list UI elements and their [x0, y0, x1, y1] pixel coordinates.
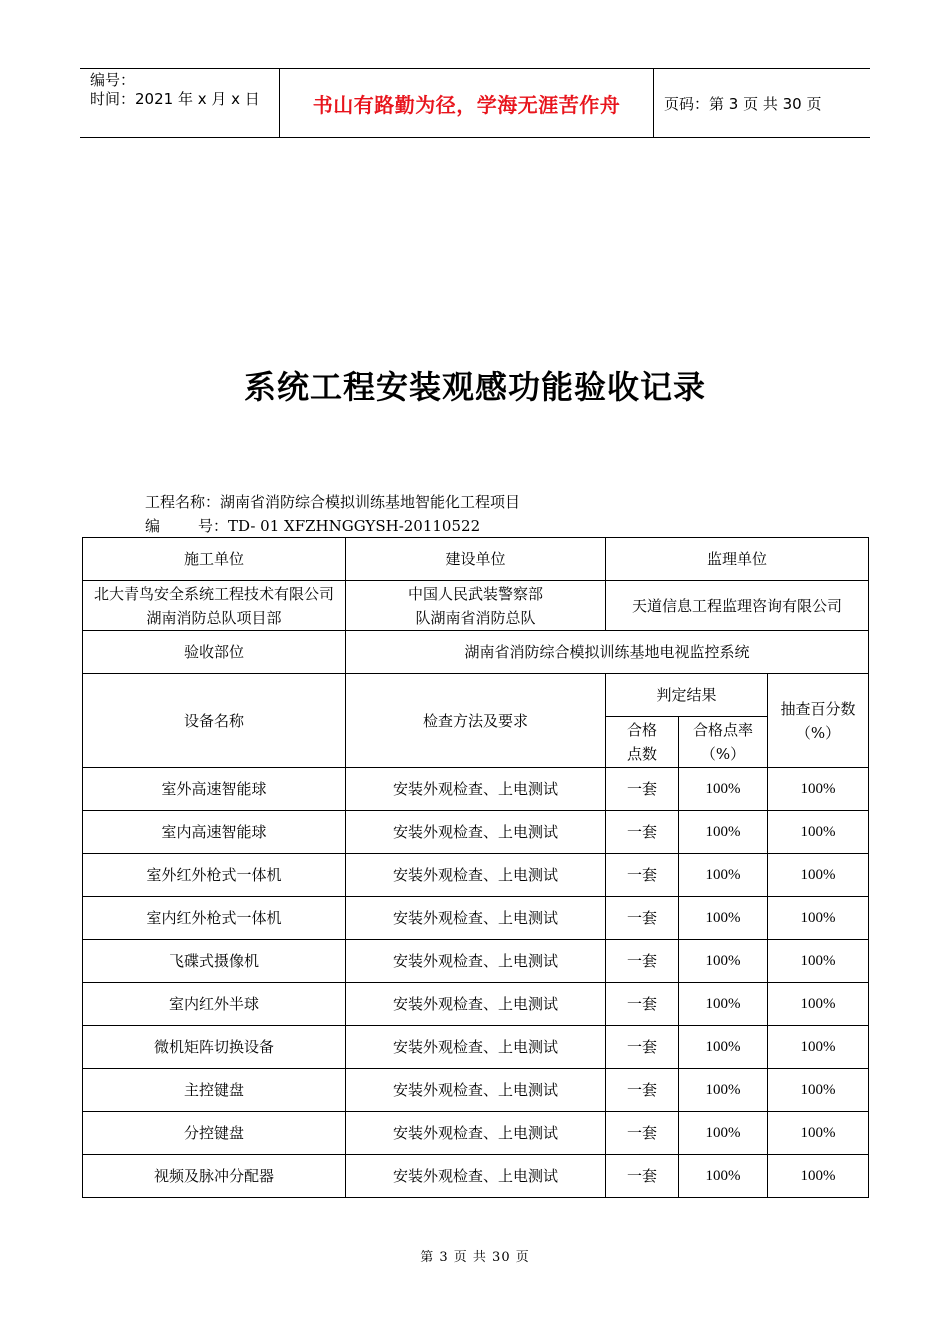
pass-rate-cell: 100%	[679, 983, 768, 1026]
check-method-header: 检查方法及要求	[346, 674, 606, 768]
check-method-cell: 安装外观检查、上电测试	[346, 811, 606, 854]
pass-rate-cell: 100%	[679, 1069, 768, 1112]
sample-percent-cell: 100%	[768, 768, 869, 811]
pass-points-cell: 一套	[606, 983, 679, 1026]
table-row	[83, 1069, 869, 1112]
sample-percent-cell: 100%	[768, 897, 869, 940]
pass-rate-cell: 100%	[679, 768, 768, 811]
units-header-row	[83, 538, 869, 581]
header-number-label: 编号：	[90, 71, 136, 89]
sample-percent-cell: 100%	[768, 1112, 869, 1155]
supervision-unit-header: 监理单位	[606, 538, 869, 581]
pass-rate-cell: 100%	[679, 854, 768, 897]
check-method-cell: 安装外观检查、上电测试	[346, 1069, 606, 1112]
check-method-cell: 安装外观检查、上电测试	[346, 1155, 606, 1198]
device-name-header: 设备名称	[83, 674, 346, 768]
pass-rate-cell: 100%	[679, 940, 768, 983]
header-time-label: 时间：2021 年 x 月 x 日	[90, 90, 260, 108]
table-row	[83, 854, 869, 897]
supervision-unit-value: 天道信息工程监理咨询有限公司	[606, 581, 869, 631]
acceptance-part-label: 验收部位	[83, 631, 346, 674]
construction-unit-header: 施工单位	[83, 538, 346, 581]
project-name-line: 工程名称：湖南省消防综合模拟训练基地智能化工程项目	[145, 493, 521, 511]
sample-percent-cell: 100%	[768, 811, 869, 854]
project-code-line	[145, 515, 480, 536]
table-row	[83, 1026, 869, 1069]
pass-points-cell: 一套	[606, 1069, 679, 1112]
units-value-row	[83, 581, 869, 631]
header-motto-cell	[280, 69, 654, 137]
header-page-info: 页码：第 3 页 共 30 页	[664, 94, 822, 113]
page-footer: 第 3 页 共 30 页	[420, 1250, 530, 1265]
document-title: 系统工程安装观感功能验收记录	[243, 368, 706, 406]
sample-percent-cell: 100%	[768, 940, 869, 983]
check-method-cell: 安装外观检查、上电测试	[346, 983, 606, 1026]
table-row	[83, 811, 869, 854]
device-name-cell: 室内红外枪式一体机	[83, 897, 346, 940]
project-code-label-a: 编	[145, 517, 161, 535]
table-row	[83, 1155, 869, 1198]
pass-points-cell: 一套	[606, 768, 679, 811]
sample-percent-cell: 100%	[768, 1155, 869, 1198]
device-name-cell: 室外红外枪式一体机	[83, 854, 346, 897]
pass-rate-cell: 100%	[679, 811, 768, 854]
table-row	[83, 768, 869, 811]
pass-rate-cell: 100%	[679, 1112, 768, 1155]
pass-points-cell: 一套	[606, 897, 679, 940]
pass-points-header: 合格点数	[606, 717, 679, 768]
sample-percent-cell: 100%	[768, 983, 869, 1026]
check-method-cell: 安装外观检查、上电测试	[346, 940, 606, 983]
table-row	[83, 1112, 869, 1155]
owner-unit-value: 中国人民武装警察部队湖南省消防总队	[346, 581, 606, 631]
check-method-cell: 安装外观检查、上电测试	[346, 897, 606, 940]
sample-percent-cell: 100%	[768, 1026, 869, 1069]
device-name-cell: 室内高速智能球	[83, 811, 346, 854]
page-header	[80, 68, 870, 138]
pass-rate-cell: 100%	[679, 1026, 768, 1069]
header-motto: 书山有路勤为径，学海无涯苦作舟	[312, 92, 621, 117]
table-row	[83, 940, 869, 983]
check-method-cell: 安装外观检查、上电测试	[346, 1026, 606, 1069]
judgement-header: 判定结果	[606, 674, 768, 717]
pass-rate-header: 合格点率（%）	[679, 717, 768, 768]
check-method-cell: 安装外观检查、上电测试	[346, 1112, 606, 1155]
construction-unit-value: 北大青鸟安全系统工程技术有限公司湖南消防总队项目部	[83, 581, 346, 631]
table-row	[83, 983, 869, 1026]
column-header-row-1	[83, 674, 869, 717]
pass-points-cell: 一套	[606, 940, 679, 983]
pass-points-cell: 一套	[606, 1026, 679, 1069]
device-name-cell: 分控键盘	[83, 1112, 346, 1155]
sample-percent-cell: 100%	[768, 854, 869, 897]
check-method-cell: 安装外观检查、上电测试	[346, 854, 606, 897]
pass-points-cell: 一套	[606, 1155, 679, 1198]
pass-rate-cell: 100%	[679, 1155, 768, 1198]
sample-percent-cell: 100%	[768, 1069, 869, 1112]
acceptance-part-value: 湖南省消防综合模拟训练基地电视监控系统	[346, 631, 869, 674]
header-meta	[80, 69, 280, 137]
project-code-label-b: 号：TD- 01 XFZHNGGYSH-20110522	[198, 517, 481, 535]
device-name-cell: 室内红外半球	[83, 983, 346, 1026]
device-name-cell: 微机矩阵切换设备	[83, 1026, 346, 1069]
table-row	[83, 897, 869, 940]
pass-points-cell: 一套	[606, 811, 679, 854]
acceptance-record-table	[82, 537, 869, 1198]
pass-rate-cell: 100%	[679, 897, 768, 940]
acceptance-part-row	[83, 631, 869, 674]
device-name-cell: 飞碟式摄像机	[83, 940, 346, 983]
device-name-cell: 视频及脉冲分配器	[83, 1155, 346, 1198]
pass-points-cell: 一套	[606, 1112, 679, 1155]
check-method-cell: 安装外观检查、上电测试	[346, 768, 606, 811]
pass-points-cell: 一套	[606, 854, 679, 897]
sample-percent-header: 抽查百分数（%）	[768, 674, 869, 768]
device-name-cell: 主控键盘	[83, 1069, 346, 1112]
owner-unit-header: 建设单位	[346, 538, 606, 581]
device-name-cell: 室外高速智能球	[83, 768, 346, 811]
